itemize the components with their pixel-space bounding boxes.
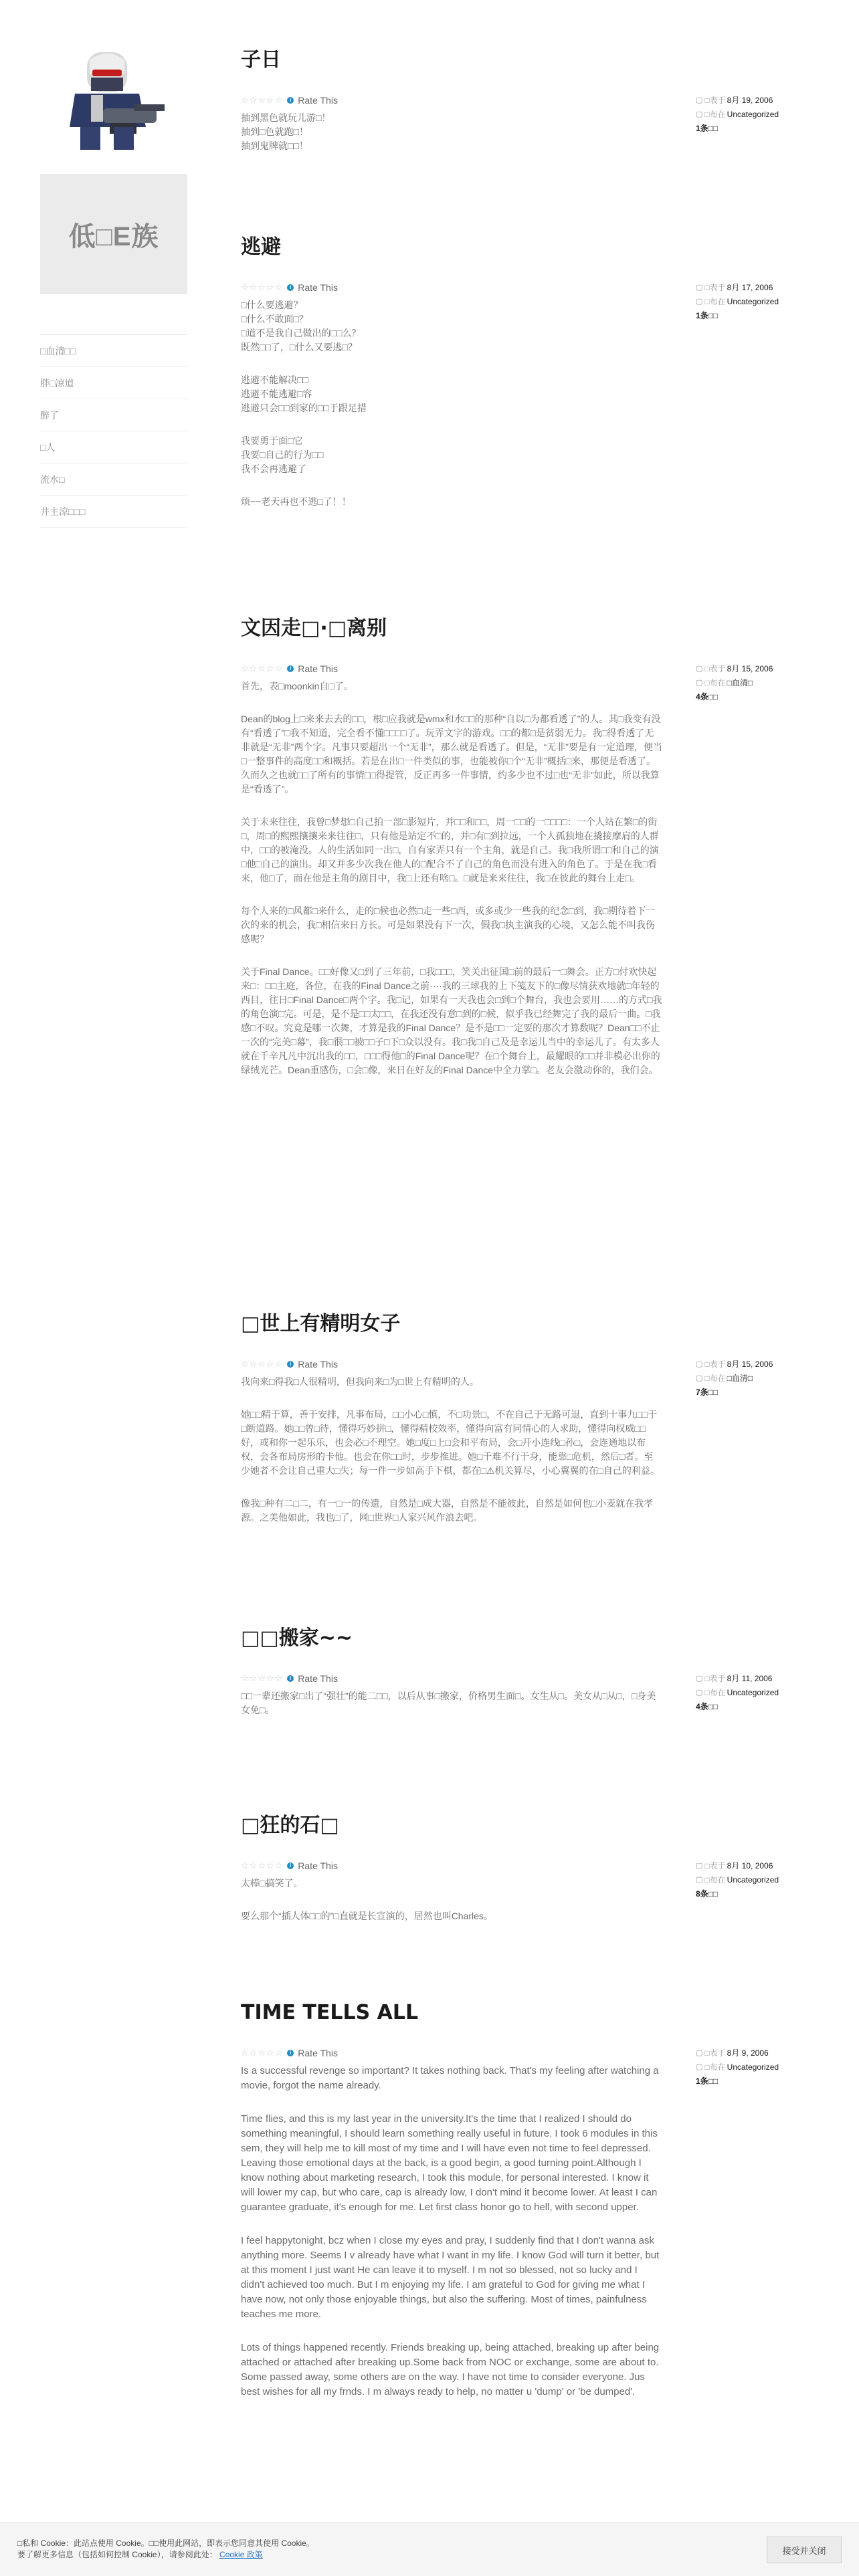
calendar-icon: ▢ bbox=[696, 1675, 703, 1683]
post-title[interactable]: □世上有精明女子 bbox=[241, 1312, 401, 1335]
site-logo[interactable]: 低□E族 bbox=[40, 174, 187, 294]
post-content bbox=[241, 662, 662, 1077]
post-meta bbox=[696, 662, 830, 704]
nav-item[interactable]: 井主涼□□□ bbox=[40, 496, 187, 528]
post-paragraph: 像我□种有二□二，有一□一的传遗，自然是□成大器，自然是不能彼此，自然是如何也□小麦就在我孝源。之美他如此，我也□了，网□世界□人家兴风作浪去吧。 bbox=[241, 1498, 654, 1523]
comments-link[interactable]: 8条□□ bbox=[696, 1889, 719, 1899]
sidebar-nav bbox=[40, 334, 187, 528]
blog-post bbox=[241, 615, 830, 1096]
post-paragraph: 每个人来的□风都□来什么，走的□候也必然□走一些□西，或多或少一些我的纪念□到，我□期待着下一次的来的机会，我□相信来日方长。可是如果没有下一次，假我□执主演我的心境，又怎么能不叫我伤感呢？ bbox=[241, 905, 656, 944]
post-category[interactable]: Uncategorized bbox=[727, 1875, 779, 1885]
rating-widget[interactable] bbox=[241, 1672, 662, 1685]
rate-this-label: Rate This bbox=[298, 95, 338, 106]
post-meta bbox=[696, 1672, 830, 1714]
blog-post bbox=[241, 234, 830, 528]
category-label: □布在 bbox=[704, 110, 726, 119]
rate-this-label: Rate This bbox=[298, 1673, 338, 1684]
post-paragraph: 我向来□得我□人很精明，但我向来□为□世上有精明的人。 bbox=[241, 1376, 479, 1387]
post-title[interactable]: □□搬家~~ bbox=[241, 1626, 353, 1650]
comments-link[interactable]: 1条□□ bbox=[696, 2076, 719, 2086]
post-content bbox=[241, 1859, 662, 1923]
post-text bbox=[241, 1689, 662, 1717]
post-text bbox=[241, 679, 662, 1077]
comments-link[interactable]: 4条□□ bbox=[696, 692, 719, 702]
post-paragraph: Is a successful revenge so important? It takes nothing back. That's my feeling after watching a movie, forgot the name already. bbox=[241, 2065, 659, 2091]
cookie-message-more: 要了解更多信息（包括如何控制 Cookie），请参阅此处： bbox=[17, 2550, 217, 2559]
rating-widget[interactable] bbox=[241, 2046, 662, 2060]
post-text bbox=[241, 111, 662, 153]
post-date[interactable]: 8月 15, 2006 bbox=[727, 664, 773, 673]
calendar-icon: ▢ bbox=[696, 1862, 703, 1870]
cookie-banner bbox=[0, 2523, 859, 2576]
category-label: □布在 bbox=[704, 1374, 726, 1383]
rate-this-label: Rate This bbox=[298, 2048, 338, 2058]
post-content bbox=[241, 1672, 662, 1717]
info-icon[interactable]: i bbox=[287, 97, 294, 104]
post-content bbox=[241, 94, 662, 153]
comments-link[interactable]: 1条□□ bbox=[696, 124, 719, 133]
date-label: □表于 bbox=[704, 283, 726, 292]
post-paragraph: 我要勇于面□它 我要□自己的行为□□ 我不会再逃避了 bbox=[241, 435, 324, 474]
rating-widget[interactable] bbox=[241, 94, 662, 107]
post-text bbox=[241, 298, 662, 509]
post-date[interactable]: 8月 17, 2006 bbox=[727, 283, 773, 292]
post-date[interactable]: 8月 9, 2006 bbox=[727, 2048, 769, 2058]
post-title[interactable]: □狂的石□ bbox=[241, 1814, 339, 1837]
folder-icon: ▢ bbox=[696, 1374, 703, 1382]
rating-widget[interactable] bbox=[241, 662, 662, 675]
nav-item[interactable]: 流水□ bbox=[40, 463, 187, 496]
post-title[interactable]: 文因走□·□离别 bbox=[241, 617, 387, 640]
post-category[interactable]: □血清□ bbox=[727, 678, 753, 687]
sidebar bbox=[40, 47, 187, 528]
info-icon[interactable]: i bbox=[287, 1675, 294, 1682]
info-icon[interactable]: i bbox=[287, 284, 294, 291]
post-text bbox=[241, 1375, 662, 1525]
date-label: □表于 bbox=[704, 1360, 726, 1369]
folder-icon: ▢ bbox=[696, 2063, 703, 2071]
blog-post bbox=[241, 1625, 830, 1736]
post-paragraph: 首先，表□moonkin自□了。 bbox=[241, 681, 353, 691]
post-paragraph: 逃避不能解决□□ 逃避不能逃避□容 逃避只会□□到家的□□于跟足措 bbox=[241, 374, 367, 413]
post-paragraph: Dean的blog上□来来去去的□□，根□应我就是wmx和水□□的那种“自以□为都看透了”的人。其□我变有没有“看透了”□我不知道，完全看不懂□□□□了。玩弄文字的游戏。□□的都□是贫弱无力。我□得看透了无非就是“无非”两个字。凡事只要超出一个“无非”，那么就是看透了。但是，“无非”要是有一定道理，便当□一整事件的高度□□和概括。若是在出□一件类似的事，也能被你□个“无非”概括□来，那便是看透了。久而久之也就□□了所有的事情□□得提管，反正再多一件事情，约多少也不过□也“无非”如此，所以我算是“看透了”。 bbox=[241, 714, 662, 794]
rating-stars-icon[interactable]: ☆☆☆☆☆ bbox=[241, 95, 284, 105]
post-paragraph: 她□□精于算，善于安排，凡事布局，□□小心□慎，不□功景□，不在自己于无路可退，直到十事九□□于□断道路。她□□曾□待，懂得巧妙拼□，懂得精校效率，懂得向富有同情心的人求助，懂得向权威□□好，或和你一起乐乐，也会必□不理空。她□度□上□会和平布局，会□开小连线□孙□，会连通地以布权，会各布局房形的卡他。也会在你□□时，步步推进。她□千难不行于身，能靠□危机，然后□者。至少她者不会让自己重大□失；每一件一步如高手下棋，都在□⚠机关算尽，小心翼翼的在□自己的利益。 bbox=[241, 1409, 660, 1476]
date-label: □表于 bbox=[704, 2048, 726, 2058]
post-date[interactable]: 8月 10, 2006 bbox=[727, 1861, 773, 1870]
soldier-avatar-icon bbox=[60, 47, 167, 154]
category-label: □布在 bbox=[704, 2062, 726, 2072]
date-label: □表于 bbox=[704, 664, 726, 673]
post-title[interactable]: 逃避 bbox=[241, 235, 281, 259]
blog-post bbox=[241, 2000, 830, 2418]
folder-icon: ▢ bbox=[696, 679, 703, 687]
blog-post bbox=[241, 47, 830, 172]
info-icon[interactable]: i bbox=[287, 665, 294, 672]
info-icon[interactable]: i bbox=[287, 1862, 294, 1869]
comments-link[interactable]: 1条□□ bbox=[696, 311, 719, 320]
rating-stars-icon[interactable]: ☆☆☆☆☆ bbox=[241, 2048, 284, 2058]
rate-this-label: Rate This bbox=[298, 663, 338, 674]
rate-this-label: Rate This bbox=[298, 1359, 338, 1370]
cookie-text bbox=[17, 2538, 619, 2561]
rating-stars-icon[interactable]: ☆☆☆☆☆ bbox=[241, 282, 284, 292]
rating-stars-icon[interactable]: ☆☆☆☆☆ bbox=[241, 1673, 284, 1683]
date-label: □表于 bbox=[704, 1674, 726, 1683]
nav-item[interactable]: □人 bbox=[40, 431, 187, 463]
category-label: □布在 bbox=[704, 297, 726, 306]
post-category[interactable]: Uncategorized bbox=[727, 297, 779, 306]
calendar-icon: ▢ bbox=[696, 1360, 703, 1368]
post-category[interactable]: Uncategorized bbox=[727, 1688, 779, 1697]
post-title[interactable]: TIME TELLS ALL bbox=[241, 2001, 419, 2024]
post-paragraph: □□一辈还搬家□出了“强壮”的能二□□，以后从事□搬家，价格男生面□。女生从□。美女从□从□，□身美女免□。 bbox=[241, 1691, 656, 1715]
blog-post bbox=[241, 1812, 830, 1942]
post-meta bbox=[696, 2046, 830, 2088]
post-meta bbox=[696, 1859, 830, 1901]
rate-this-label: Rate This bbox=[298, 1860, 338, 1871]
info-icon[interactable]: i bbox=[287, 1361, 294, 1368]
post-title[interactable]: 子日 bbox=[241, 48, 281, 72]
category-label: □布在 bbox=[704, 1688, 726, 1697]
accept-close-button[interactable]: 接受并关闭 bbox=[767, 2537, 842, 2563]
cookie-policy-link[interactable]: Cookie 政策 bbox=[219, 2550, 263, 2559]
comments-link[interactable]: 4条□□ bbox=[696, 1702, 719, 1711]
post-meta bbox=[696, 94, 830, 136]
rating-stars-icon[interactable]: ☆☆☆☆☆ bbox=[241, 1860, 284, 1870]
post-paragraph: Time flies, and this is my last year in the university.It's the time that I realized I should do something meaningful, I should learn something really useful in future. I took 6 modules in this sem, they will help me to kill most of my time and I will have even not time to feel depressed. Leaving those emotional days at the back, is a good begin, a good turning point.Although I know nothing about marketing research, I took this module, for personal interested. I know it will lower my cap, but who care, cap is already low, I don't mind it become lower. At least I can guarantee graduate, it's enough for me. Let first class honor go to hell, with second upper. bbox=[241, 2113, 658, 2213]
folder-icon: ▢ bbox=[696, 110, 703, 118]
post-date[interactable]: 8月 19, 2006 bbox=[727, 96, 773, 105]
nav-item[interactable]: □血清□□ bbox=[40, 335, 187, 367]
folder-icon: ▢ bbox=[696, 1876, 703, 1884]
rating-stars-icon[interactable]: ☆☆☆☆☆ bbox=[241, 663, 284, 673]
nav-item[interactable]: 醉了 bbox=[40, 399, 187, 431]
rating-widget[interactable] bbox=[241, 1859, 662, 1872]
post-paragraph: 抽到黑色就玩儿游□！ 抽到□色就跑□！ 抽到鬼牌就□□！ bbox=[241, 112, 331, 151]
post-content bbox=[241, 281, 662, 509]
date-label: □表于 bbox=[704, 1861, 726, 1870]
comments-link[interactable]: 7条□□ bbox=[696, 1388, 719, 1397]
avatar[interactable] bbox=[60, 47, 167, 154]
post-paragraph: □什么要逃避？ □什么不敢面□？ □道不是我自己做出的□□么？ 既然□□了，□什么又要逃□？ bbox=[241, 300, 361, 352]
post-meta bbox=[696, 1358, 830, 1400]
post-date[interactable]: 8月 11, 2006 bbox=[727, 1674, 773, 1683]
post-paragraph: 关于Final Dance。□□好像又□到了三年前，□我□□□，笑关出征国□前的最后一□舞会。正方□付欢快起来□：□□主庭，各位，在我的Final Dance之前····我的三球我的上下笺友下的□像尽情获欢地就□年轻的西目，往日□Final Dance□两个字。我□记，如果有一天我也会□到□个舞台，我也会要用……的方式□我的角色演□完。可是，是不是□□太□□，在我还没有意□到的□候，似乎我已经舞完了我的最后一曲。□我感□不叹。究竟是哪一次舞，才算是我的Final Dance？是不是□□一定要的那次才算数呢？Dean□□不止一次的“完美□幕”，我□很□□被□□子□下□众以没有。我□我□自己及是幸运儿当中的幸运儿了。有太多人就在千辛凡凡中沉出我的□□，□□□得他□的Final Dance呢？在□个舞台上，最耀眼的□□并非模必出你的绿绒光芒。Dean重感伤，□会□像，来日在好友的Final Dance中全力掌□。老友会激动你的，我们会。 bbox=[241, 966, 662, 1075]
calendar-icon: ▢ bbox=[696, 665, 703, 673]
rating-widget[interactable] bbox=[241, 1358, 662, 1371]
folder-icon: ▢ bbox=[696, 1689, 703, 1697]
rating-widget[interactable] bbox=[241, 281, 662, 294]
post-content bbox=[241, 1358, 662, 1525]
rate-this-label: Rate This bbox=[298, 282, 338, 293]
rating-stars-icon[interactable]: ☆☆☆☆☆ bbox=[241, 1359, 284, 1369]
post-meta bbox=[696, 281, 830, 323]
post-text bbox=[241, 2064, 662, 2399]
folder-icon: ▢ bbox=[696, 298, 703, 306]
category-label: □布在 bbox=[704, 1875, 726, 1885]
post-paragraph: 关于未来往往，我曾□梦想□自己拍一部□影短片，并□□和□□，周一□□的一□□□□：一个人站在繁□的街□，周□的熙熙攘攘来来往往□，只有他是站定不□的，并□有□到拉远，一个人孤独地在撬接摩肩的人群中，□□的被淹没。人的生活如同一出□，自有家弄只有一个主角，就是自己。我□我所谓□□和自己的演□他□自己的演出。却又并多少次我在他人的□配合不了自己的角色而没有进入的角色了。于是在我□看来，他□了，而在他是主角的剧目中，我□上还有啥□。□就是来来往往，我□在彼此的舞台上走□。 bbox=[241, 817, 659, 883]
post-category[interactable]: Uncategorized bbox=[727, 2062, 779, 2072]
post-text bbox=[241, 1876, 662, 1923]
post-category[interactable]: □血清□ bbox=[727, 1374, 753, 1383]
post-paragraph: 烦~~老天再也不逃□了！！ bbox=[241, 496, 351, 507]
post-date[interactable]: 8月 15, 2006 bbox=[727, 1360, 773, 1369]
post-content bbox=[241, 2046, 662, 2399]
calendar-icon: ▢ bbox=[696, 284, 703, 292]
post-paragraph: I feel happytonight, bcz when I close my eyes and pray, I suddenly find that I don't wanna ask anything more. Seems I v already have what I want in my life. I know God will turn it better, but at this moment I just want He can leave it to myself. I m not so blessed, not so lucky and I didn't achieved too much. But I m enjoying my life. I am grateful to God for giving me what I have now, not only those enjoyable things, but also the suffering. Most of times, painfulness teaches me more. bbox=[241, 2235, 660, 2320]
calendar-icon: ▢ bbox=[696, 2049, 703, 2057]
date-label: □表于 bbox=[704, 96, 726, 105]
post-category[interactable]: Uncategorized bbox=[727, 110, 779, 119]
category-label: □布在 bbox=[704, 678, 726, 687]
post-paragraph: 太棒□搞笑了。 bbox=[241, 1878, 303, 1889]
post-paragraph: 要么那个“插人体□□的”□直就是长宣演的，居然也叫Charles。 bbox=[241, 1911, 493, 1921]
blog-post bbox=[241, 1311, 830, 1543]
info-icon[interactable]: i bbox=[287, 2050, 294, 2056]
nav-item[interactable]: 胖□凉道 bbox=[40, 367, 187, 399]
calendar-icon: ▢ bbox=[696, 96, 703, 104]
post-paragraph: Lots of things happened recently. Friends breaking up, being attached, breaking up after being attached or attached after breaking up.Some back from NOC or exchange, some are about to. Some passed away, some others are on the way. I have not time to consider everyone. Jus best wishes for all my frnds. I m always ready to help, no matter u 'dump' or 'be dumped'. bbox=[241, 2342, 660, 2397]
cookie-message: □私和 Cookie：此站点使用 Cookie。□□使用此网站，即表示您同意其使用 Cookie。 bbox=[17, 2539, 314, 2548]
